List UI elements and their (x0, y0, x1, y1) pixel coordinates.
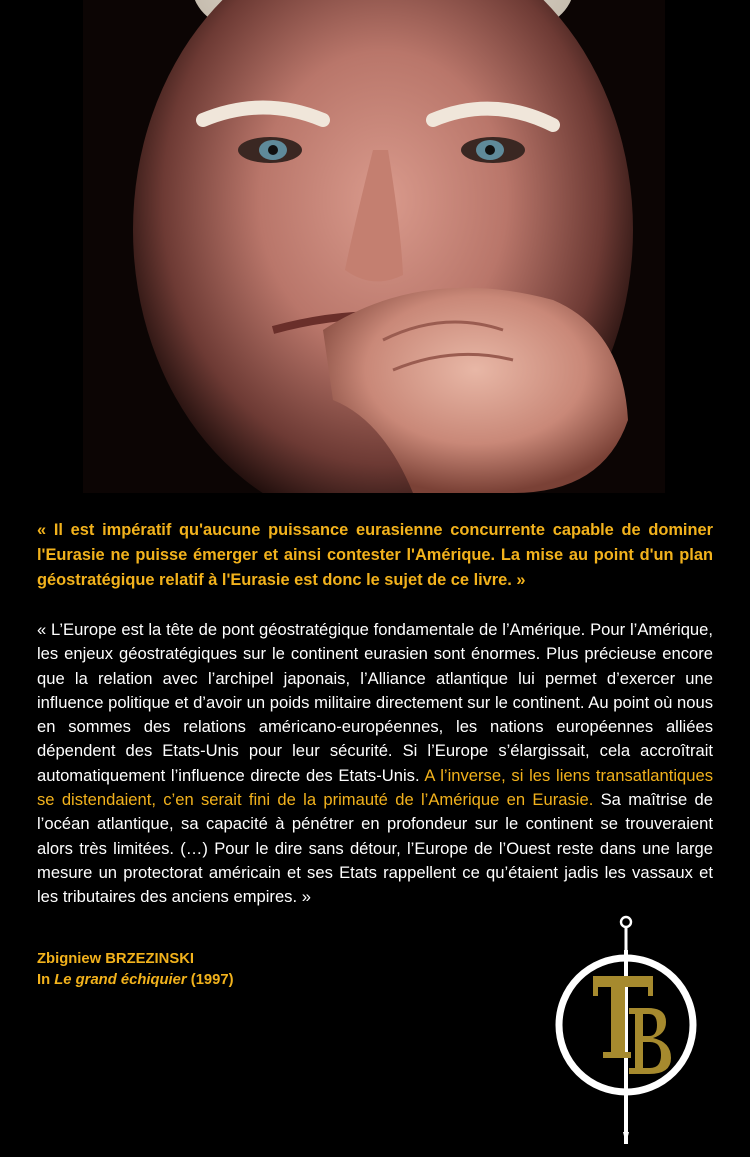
book-year: (1997) (186, 972, 234, 988)
author-name: Zbigniew BRZEZINSKI (37, 951, 195, 967)
tb-monogram-logo-icon (553, 912, 699, 1152)
body-quote-part1: « L’Europe est la tête de pont géostratégique fondamentale de l’Amérique. Pour l’Amérique, les enjeux géostratégiques sur le continent eurasien sont énormes. Plus précieuse encore que la relation avec l’archipel japonais, l’Alliance atlantique lui permet d’exercer une influence politique et d’avoir un poids militaire directement sur le continent. Au point où nous en sommes des relations américano-européennes, les nations européennes alliées dépendent des Etats-Unis pour leur sécurité. Si l’Europe s’élargissait, cela accroîtrait automatiquement l’influence directe des Etats-Unis. (37, 620, 713, 785)
highlight-quote: « Il est impératif qu'aucune puissance eurasienne concurrente capable de dominer l'Eurasie ne puisse émerger et ainsi contester l'Amérique. La mise au point d'un plan géostratégique relatif à l'Eurasie est donc le sujet de ce livre. » (37, 521, 713, 589)
book-prefix: In (37, 972, 55, 988)
book-reference (37, 970, 234, 991)
book-title: Le grand échiquier (54, 972, 187, 988)
body-quote-highlight: A l’inverse, si les liens transatlantiques se distendaient, c’en serait fini de la primauté de l’Amérique en Eurasie. (37, 765, 714, 810)
portrait-photo (83, 0, 665, 493)
author-credit (37, 949, 234, 991)
body-quote-part2: Sa maîtrise de l’océan atlantique, sa capacité à pénétrer en profondeur sur le continent se trouveraient alors très limitées. (…) Pour le dire sans détour, l’Europe de l’Ouest reste dans une large mesure un protectorat américain et ses Etats rappellent ce qu’étaient jadis les vassaux et les tributaires des anciens empires. » (37, 790, 713, 907)
body-quote (37, 618, 713, 910)
